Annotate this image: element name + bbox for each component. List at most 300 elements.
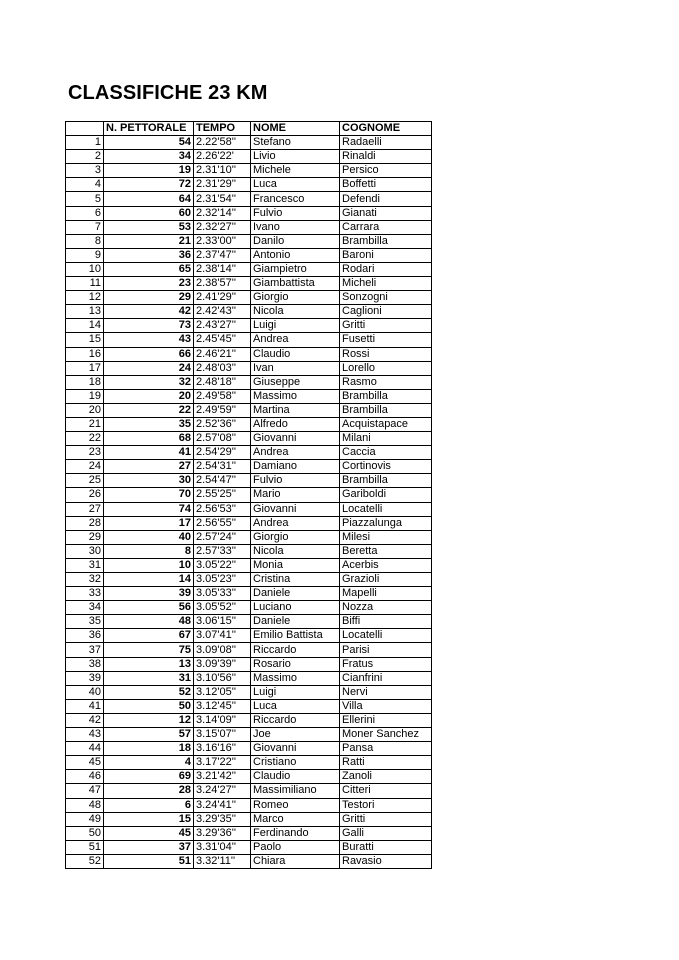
bib-cell: 69 <box>104 770 194 784</box>
time-cell: 3.05'33'' <box>194 587 251 601</box>
bib-cell: 23 <box>104 277 194 291</box>
bib-cell: 40 <box>104 530 194 544</box>
time-cell: 3.29'35'' <box>194 812 251 826</box>
time-cell: 2.55'25'' <box>194 488 251 502</box>
table-row <box>66 262 432 276</box>
position-cell: 49 <box>66 812 104 826</box>
surname-cell: Baroni <box>340 248 432 262</box>
bib-cell: 14 <box>104 573 194 587</box>
time-cell: 3.09'39'' <box>194 657 251 671</box>
table-row <box>66 826 432 840</box>
time-cell: 2.38'14'' <box>194 262 251 276</box>
bib-cell: 74 <box>104 502 194 516</box>
table-row <box>66 389 432 403</box>
bib-cell: 22 <box>104 403 194 417</box>
table-row <box>66 713 432 727</box>
position-cell: 51 <box>66 840 104 854</box>
time-cell: 3.06'15'' <box>194 615 251 629</box>
table-row <box>66 150 432 164</box>
time-cell: 3.10'56'' <box>194 671 251 685</box>
bib-cell: 20 <box>104 389 194 403</box>
time-cell: 2.31'29'' <box>194 178 251 192</box>
time-cell: 2.31'10'' <box>194 164 251 178</box>
bib-cell: 42 <box>104 305 194 319</box>
name-cell: Massimo <box>251 389 340 403</box>
position-cell: 30 <box>66 544 104 558</box>
surname-cell: Ellerini <box>340 713 432 727</box>
name-cell: Andrea <box>251 516 340 530</box>
header-name: NOME <box>251 122 340 136</box>
time-cell: 2.32'14'' <box>194 206 251 220</box>
surname-cell: Locatelli <box>340 629 432 643</box>
page-title: CLASSIFICHE 23 KM <box>68 82 268 104</box>
position-cell: 29 <box>66 530 104 544</box>
table-row <box>66 305 432 319</box>
table-row <box>66 432 432 446</box>
name-cell: Livio <box>251 150 340 164</box>
table-row <box>66 742 432 756</box>
surname-cell: Citteri <box>340 784 432 798</box>
name-cell: Cristiano <box>251 756 340 770</box>
bib-cell: 48 <box>104 615 194 629</box>
table-row <box>66 544 432 558</box>
position-cell: 23 <box>66 446 104 460</box>
time-cell: 2.22'58'' <box>194 136 251 150</box>
position-cell: 8 <box>66 234 104 248</box>
time-cell: 2.45'45'' <box>194 333 251 347</box>
position-cell: 36 <box>66 629 104 643</box>
surname-cell: Nervi <box>340 685 432 699</box>
position-cell: 19 <box>66 389 104 403</box>
surname-cell: Ratti <box>340 756 432 770</box>
time-cell: 3.07'41'' <box>194 629 251 643</box>
position-cell: 41 <box>66 699 104 713</box>
bib-cell: 39 <box>104 587 194 601</box>
table-row <box>66 840 432 854</box>
surname-cell: Ravasio <box>340 854 432 868</box>
surname-cell: Acerbis <box>340 558 432 572</box>
name-cell: Luigi <box>251 319 340 333</box>
surname-cell: Lorello <box>340 361 432 375</box>
bib-cell: 75 <box>104 643 194 657</box>
name-cell: Giambattista <box>251 277 340 291</box>
surname-cell: Pansa <box>340 742 432 756</box>
position-cell: 4 <box>66 178 104 192</box>
table-row <box>66 770 432 784</box>
name-cell: Nicola <box>251 544 340 558</box>
name-cell: Ferdinando <box>251 826 340 840</box>
name-cell: Michele <box>251 164 340 178</box>
table-row <box>66 488 432 502</box>
table-row <box>66 474 432 488</box>
table-row <box>66 319 432 333</box>
table-row <box>66 671 432 685</box>
table-row <box>66 178 432 192</box>
name-cell: Giovanni <box>251 502 340 516</box>
name-cell: Fulvio <box>251 206 340 220</box>
name-cell: Riccardo <box>251 713 340 727</box>
bib-cell: 51 <box>104 854 194 868</box>
table-row <box>66 643 432 657</box>
name-cell: Alfredo <box>251 417 340 431</box>
header-time: TEMPO <box>194 122 251 136</box>
name-cell: Ivano <box>251 220 340 234</box>
position-cell: 44 <box>66 742 104 756</box>
name-cell: Andrea <box>251 446 340 460</box>
name-cell: Emilio Battista <box>251 629 340 643</box>
time-cell: 2.57'08'' <box>194 432 251 446</box>
time-cell: 3.05'22'' <box>194 558 251 572</box>
surname-cell: Cortinovis <box>340 460 432 474</box>
position-cell: 43 <box>66 728 104 742</box>
time-cell: 3.12'05'' <box>194 685 251 699</box>
position-cell: 48 <box>66 798 104 812</box>
name-cell: Cristina <box>251 573 340 587</box>
position-cell: 6 <box>66 206 104 220</box>
bib-cell: 24 <box>104 361 194 375</box>
bib-cell: 15 <box>104 812 194 826</box>
surname-cell: Piazzalunga <box>340 516 432 530</box>
time-cell: 2.26'22' <box>194 150 251 164</box>
bib-cell: 56 <box>104 601 194 615</box>
position-cell: 21 <box>66 417 104 431</box>
surname-cell: Caglioni <box>340 305 432 319</box>
bib-cell: 8 <box>104 544 194 558</box>
time-cell: 2.37'47'' <box>194 248 251 262</box>
name-cell: Luca <box>251 178 340 192</box>
surname-cell: Micheli <box>340 277 432 291</box>
table-row <box>66 699 432 713</box>
position-cell: 12 <box>66 291 104 305</box>
name-cell: Riccardo <box>251 643 340 657</box>
bib-cell: 64 <box>104 192 194 206</box>
time-cell: 3.15'07'' <box>194 728 251 742</box>
surname-cell: Locatelli <box>340 502 432 516</box>
surname-cell: Zanoli <box>340 770 432 784</box>
bib-cell: 54 <box>104 136 194 150</box>
table-row <box>66 601 432 615</box>
bib-cell: 41 <box>104 446 194 460</box>
table-row <box>66 333 432 347</box>
surname-cell: Gariboldi <box>340 488 432 502</box>
position-cell: 20 <box>66 403 104 417</box>
position-cell: 26 <box>66 488 104 502</box>
position-cell: 35 <box>66 615 104 629</box>
surname-cell: Grazioli <box>340 573 432 587</box>
table-row <box>66 446 432 460</box>
time-cell: 2.43'27'' <box>194 319 251 333</box>
time-cell: 2.42'43'' <box>194 305 251 319</box>
position-cell: 34 <box>66 601 104 615</box>
time-cell: 3.24'41'' <box>194 798 251 812</box>
position-cell: 27 <box>66 502 104 516</box>
surname-cell: Brambilla <box>340 403 432 417</box>
position-cell: 40 <box>66 685 104 699</box>
position-cell: 37 <box>66 643 104 657</box>
time-cell: 3.09'08'' <box>194 643 251 657</box>
name-cell: Giuseppe <box>251 375 340 389</box>
surname-cell: Gritti <box>340 319 432 333</box>
surname-cell: Rinaldi <box>340 150 432 164</box>
table-row <box>66 361 432 375</box>
surname-cell: Sonzogni <box>340 291 432 305</box>
name-cell: Massimo <box>251 671 340 685</box>
table-row <box>66 136 432 150</box>
bib-cell: 17 <box>104 516 194 530</box>
surname-cell: Gianati <box>340 206 432 220</box>
name-cell: Ivan <box>251 361 340 375</box>
name-cell: Daniele <box>251 587 340 601</box>
surname-cell: Testori <box>340 798 432 812</box>
table-row <box>66 587 432 601</box>
name-cell: Nicola <box>251 305 340 319</box>
bib-cell: 31 <box>104 671 194 685</box>
table-row <box>66 234 432 248</box>
position-cell: 25 <box>66 474 104 488</box>
table-row <box>66 728 432 742</box>
time-cell: 2.57'33'' <box>194 544 251 558</box>
time-cell: 3.29'36'' <box>194 826 251 840</box>
time-cell: 3.24'27'' <box>194 784 251 798</box>
time-cell: 2.48'03'' <box>194 361 251 375</box>
time-cell: 3.16'16'' <box>194 742 251 756</box>
table-row <box>66 277 432 291</box>
position-cell: 11 <box>66 277 104 291</box>
results-table <box>65 121 432 869</box>
surname-cell: Brambilla <box>340 389 432 403</box>
bib-cell: 12 <box>104 713 194 727</box>
bib-cell: 32 <box>104 375 194 389</box>
table-row <box>66 403 432 417</box>
name-cell: Massimiliano <box>251 784 340 798</box>
name-cell: Monia <box>251 558 340 572</box>
time-cell: 3.31'04'' <box>194 840 251 854</box>
name-cell: Giovanni <box>251 432 340 446</box>
time-cell: 3.05'52'' <box>194 601 251 615</box>
bib-cell: 28 <box>104 784 194 798</box>
surname-cell: Brambilla <box>340 474 432 488</box>
bib-cell: 70 <box>104 488 194 502</box>
table-row <box>66 798 432 812</box>
table-row <box>66 206 432 220</box>
bib-cell: 53 <box>104 220 194 234</box>
position-cell: 14 <box>66 319 104 333</box>
table-row <box>66 375 432 389</box>
time-cell: 2.49'59'' <box>194 403 251 417</box>
name-cell: Paolo <box>251 840 340 854</box>
name-cell: Marco <box>251 812 340 826</box>
time-cell: 2.52'36'' <box>194 417 251 431</box>
surname-cell: Villa <box>340 699 432 713</box>
position-cell: 38 <box>66 657 104 671</box>
bib-cell: 50 <box>104 699 194 713</box>
name-cell: Andrea <box>251 333 340 347</box>
bib-cell: 18 <box>104 742 194 756</box>
surname-cell: Buratti <box>340 840 432 854</box>
time-cell: 2.54'47'' <box>194 474 251 488</box>
bib-cell: 6 <box>104 798 194 812</box>
position-cell: 7 <box>66 220 104 234</box>
bib-cell: 29 <box>104 291 194 305</box>
table-row <box>66 291 432 305</box>
table-row <box>66 558 432 572</box>
name-cell: Claudio <box>251 770 340 784</box>
table-header-row <box>66 122 432 136</box>
bib-cell: 21 <box>104 234 194 248</box>
time-cell: 2.38'57'' <box>194 277 251 291</box>
table-row <box>66 812 432 826</box>
position-cell: 13 <box>66 305 104 319</box>
table-row <box>66 530 432 544</box>
name-cell: Joe <box>251 728 340 742</box>
table-row <box>66 417 432 431</box>
bib-cell: 73 <box>104 319 194 333</box>
table-row <box>66 192 432 206</box>
table-row <box>66 615 432 629</box>
position-cell: 32 <box>66 573 104 587</box>
position-cell: 24 <box>66 460 104 474</box>
name-cell: Romeo <box>251 798 340 812</box>
table-row <box>66 502 432 516</box>
position-cell: 1 <box>66 136 104 150</box>
position-cell: 2 <box>66 150 104 164</box>
time-cell: 3.14'09'' <box>194 713 251 727</box>
time-cell: 2.31'54'' <box>194 192 251 206</box>
position-cell: 18 <box>66 375 104 389</box>
name-cell: Stefano <box>251 136 340 150</box>
time-cell: 2.54'29'' <box>194 446 251 460</box>
time-cell: 2.41'29'' <box>194 291 251 305</box>
name-cell: Mario <box>251 488 340 502</box>
time-cell: 2.48'18'' <box>194 375 251 389</box>
table-row <box>66 756 432 770</box>
bib-cell: 35 <box>104 417 194 431</box>
surname-cell: Caccia <box>340 446 432 460</box>
name-cell: Daniele <box>251 615 340 629</box>
position-cell: 42 <box>66 713 104 727</box>
position-cell: 31 <box>66 558 104 572</box>
position-cell: 47 <box>66 784 104 798</box>
time-cell: 2.56'55'' <box>194 516 251 530</box>
name-cell: Luigi <box>251 685 340 699</box>
surname-cell: Milani <box>340 432 432 446</box>
bib-cell: 30 <box>104 474 194 488</box>
position-cell: 39 <box>66 671 104 685</box>
bib-cell: 36 <box>104 248 194 262</box>
bib-cell: 37 <box>104 840 194 854</box>
surname-cell: Biffi <box>340 615 432 629</box>
name-cell: Rosario <box>251 657 340 671</box>
surname-cell: Moner Sanchez <box>340 728 432 742</box>
bib-cell: 68 <box>104 432 194 446</box>
header-position <box>66 122 104 136</box>
name-cell: Giorgio <box>251 291 340 305</box>
position-cell: 22 <box>66 432 104 446</box>
position-cell: 46 <box>66 770 104 784</box>
position-cell: 45 <box>66 756 104 770</box>
time-cell: 3.17'22'' <box>194 756 251 770</box>
table-row <box>66 629 432 643</box>
position-cell: 10 <box>66 262 104 276</box>
header-bib: N. PETTORALE <box>104 122 194 136</box>
surname-cell: Persico <box>340 164 432 178</box>
table-row <box>66 573 432 587</box>
time-cell: 3.12'45'' <box>194 699 251 713</box>
bib-cell: 57 <box>104 728 194 742</box>
surname-cell: Carrara <box>340 220 432 234</box>
bib-cell: 34 <box>104 150 194 164</box>
name-cell: Fulvio <box>251 474 340 488</box>
table-row <box>66 854 432 868</box>
surname-cell: Brambilla <box>340 234 432 248</box>
name-cell: Giorgio <box>251 530 340 544</box>
surname-cell: Galli <box>340 826 432 840</box>
position-cell: 33 <box>66 587 104 601</box>
bib-cell: 4 <box>104 756 194 770</box>
surname-cell: Radaelli <box>340 136 432 150</box>
position-cell: 50 <box>66 826 104 840</box>
surname-cell: Nozza <box>340 601 432 615</box>
surname-cell: Boffetti <box>340 178 432 192</box>
position-cell: 52 <box>66 854 104 868</box>
position-cell: 16 <box>66 347 104 361</box>
bib-cell: 67 <box>104 629 194 643</box>
position-cell: 9 <box>66 248 104 262</box>
bib-cell: 13 <box>104 657 194 671</box>
time-cell: 2.56'53'' <box>194 502 251 516</box>
surname-cell: Fratus <box>340 657 432 671</box>
surname-cell: Cianfrini <box>340 671 432 685</box>
table-row <box>66 248 432 262</box>
surname-cell: Beretta <box>340 544 432 558</box>
name-cell: Antonio <box>251 248 340 262</box>
name-cell: Luciano <box>251 601 340 615</box>
position-cell: 5 <box>66 192 104 206</box>
name-cell: Martina <box>251 403 340 417</box>
time-cell: 2.32'27'' <box>194 220 251 234</box>
table-row <box>66 516 432 530</box>
bib-cell: 45 <box>104 826 194 840</box>
bib-cell: 66 <box>104 347 194 361</box>
name-cell: Luca <box>251 699 340 713</box>
time-cell: 2.46'21'' <box>194 347 251 361</box>
surname-cell: Parisi <box>340 643 432 657</box>
table-row <box>66 784 432 798</box>
name-cell: Claudio <box>251 347 340 361</box>
name-cell: Damiano <box>251 460 340 474</box>
time-cell: 2.54'31'' <box>194 460 251 474</box>
time-cell: 3.21'42'' <box>194 770 251 784</box>
table-row <box>66 657 432 671</box>
bib-cell: 10 <box>104 558 194 572</box>
position-cell: 3 <box>66 164 104 178</box>
results-body <box>66 136 432 869</box>
time-cell: 2.33'00'' <box>194 234 251 248</box>
surname-cell: Rasmo <box>340 375 432 389</box>
table-row <box>66 685 432 699</box>
bib-cell: 27 <box>104 460 194 474</box>
time-cell: 3.05'23'' <box>194 573 251 587</box>
bib-cell: 60 <box>104 206 194 220</box>
table-row <box>66 347 432 361</box>
table-row <box>66 220 432 234</box>
time-cell: 2.57'24'' <box>194 530 251 544</box>
surname-cell: Fusetti <box>340 333 432 347</box>
surname-cell: Rossi <box>340 347 432 361</box>
bib-cell: 19 <box>104 164 194 178</box>
bib-cell: 52 <box>104 685 194 699</box>
position-cell: 15 <box>66 333 104 347</box>
